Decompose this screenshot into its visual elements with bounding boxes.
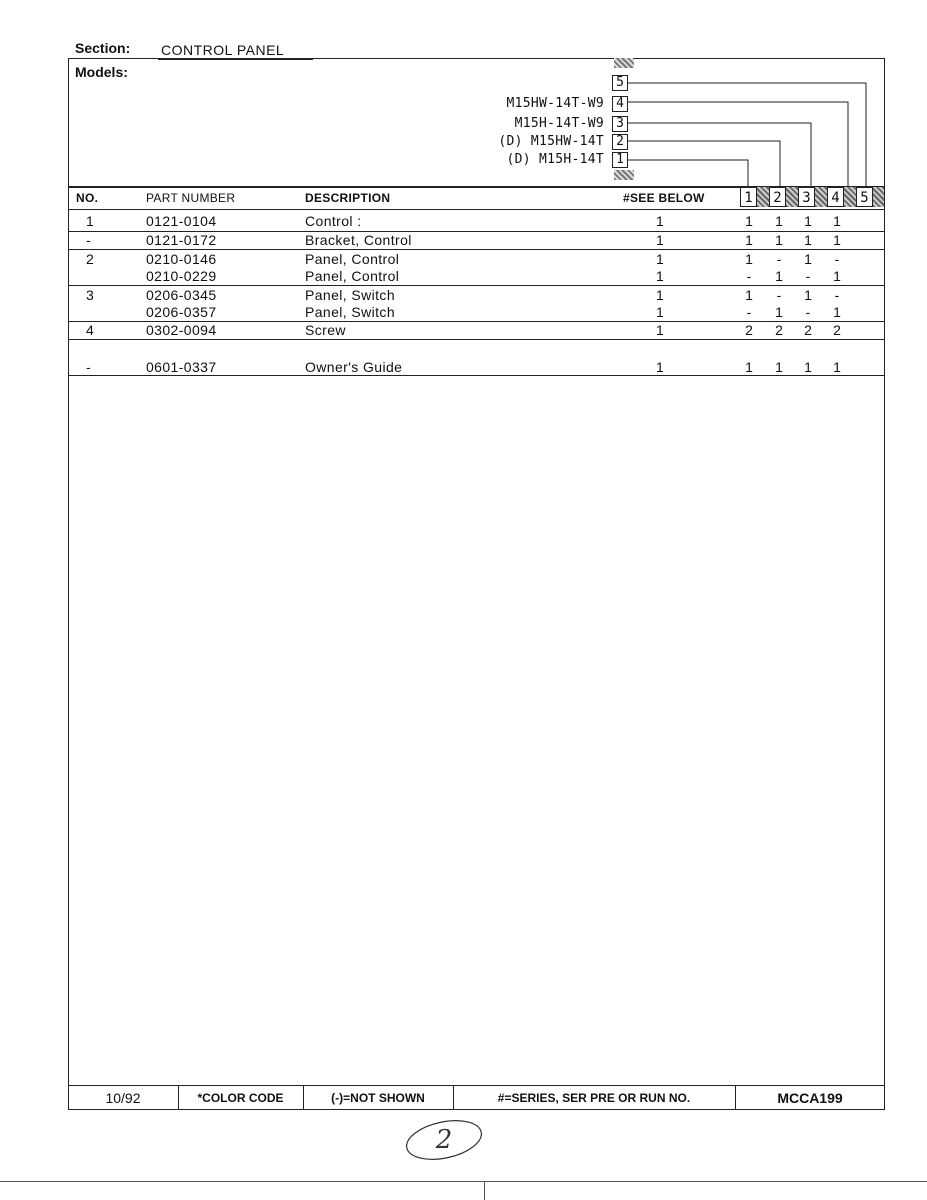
col-head-series: #SEE BELOW [623,191,705,205]
section-label: Section: [75,40,131,56]
col-head-no: NO. [76,191,99,205]
row-qty-model-1: 1 [745,287,753,303]
col-shading [815,187,827,207]
col-head-description: DESCRIPTION [305,191,391,205]
row-part-number: 0206-0345 [146,287,217,303]
table-row [68,359,885,376]
col-box-model-5: 5 [856,187,873,207]
table-row [68,268,885,285]
section-value: CONTROL PANEL [161,42,285,58]
model-box-5: 5 [612,75,628,91]
row-description: Bracket, Control [305,232,412,248]
row-qty-model-4: 2 [833,322,841,338]
row-description: Panel, Control [305,268,400,284]
model-box-3: 3 [612,116,628,132]
row-qty-model-3: 1 [804,213,812,229]
row-description: Panel, Switch [305,287,396,303]
row-no: 3 [86,287,94,303]
row-qty-model-4: 1 [833,232,841,248]
row-qty-model-3: 1 [804,251,812,267]
col-shading [757,187,769,207]
col-shading [873,187,884,207]
row-qty-model-2: 2 [775,322,783,338]
page-bottom-rule [0,1181,927,1182]
row-rule [68,249,885,250]
footer-not-shown: (-)=NOT SHOWN [331,1091,425,1105]
table-row [68,304,885,321]
footer-date: 10/92 [105,1090,141,1106]
row-qty-model-1: 1 [745,251,753,267]
model-name-1: (D) M15H-14T [506,152,604,167]
row-description: Owner's Guide [305,359,403,375]
model-name-3: M15H-14T-W9 [514,116,604,131]
row-qty-model-2: 1 [775,213,783,229]
row-qty-model-4: - [834,251,840,267]
row-qty-model-1: - [746,304,752,320]
row-qty-model-2: - [776,251,782,267]
model-name-2: (D) M15HW-14T [498,134,604,149]
row-qty-model-1: 1 [745,359,753,375]
model-box-4: 4 [612,96,628,112]
row-qty-model-1: 2 [745,322,753,338]
col-box-model-4: 4 [827,187,844,207]
row-qty-model-3: 2 [804,322,812,338]
row-description: Panel, Switch [305,304,396,320]
model-box-2: 2 [612,134,628,150]
stamp-number: 2 [435,1125,453,1155]
row-part-number: 0121-0172 [146,232,217,248]
footer-series-note: #=SERIES, SER PRE OR RUN NO. [497,1091,691,1105]
table-row [68,232,885,249]
row-description: Screw [305,322,346,338]
row-series: 1 [656,304,664,320]
col-head-part-number: PART NUMBER [146,191,236,205]
row-description: Panel, Control [305,251,400,267]
row-qty-model-4: - [834,287,840,303]
row-qty-model-3: 1 [804,232,812,248]
footer-doc-code: MCCA199 [777,1090,843,1106]
row-part-number: 0601-0337 [146,359,217,375]
row-qty-model-4: 1 [833,213,841,229]
row-series: 1 [656,213,664,229]
handwritten-page-stamp [402,1116,486,1162]
row-series: 1 [656,232,664,248]
row-no: 1 [86,213,94,229]
model-connector-lines [0,0,927,200]
row-part-number: 0121-0104 [146,213,217,229]
row-qty-model-3: 1 [804,359,812,375]
row-qty-model-2: 1 [775,359,783,375]
header-rule-bottom [68,209,885,210]
row-qty-model-1: 1 [745,232,753,248]
row-part-number: 0210-0146 [146,251,217,267]
row-part-number: 0206-0357 [146,304,217,320]
col-shading [786,187,798,207]
row-no: - [86,359,91,375]
row-qty-model-4: 1 [833,304,841,320]
row-description: Control : [305,213,362,229]
row-qty-model-2: 1 [775,268,783,284]
col-box-model-2: 2 [769,187,786,207]
table-row [68,251,885,268]
row-rule [68,285,885,286]
footer-color-code: *COLOR CODE [197,1091,284,1105]
row-qty-model-2: 1 [775,304,783,320]
row-qty-model-4: 1 [833,359,841,375]
row-series: 1 [656,251,664,267]
row-series: 1 [656,359,664,375]
row-no: - [86,232,91,248]
row-qty-model-1: 1 [745,213,753,229]
models-label: Models: [75,64,128,80]
row-part-number: 0302-0094 [146,322,217,338]
table-row [68,322,885,339]
col-box-model-3: 3 [798,187,815,207]
row-qty-model-3: - [805,304,811,320]
row-no: 4 [86,322,94,338]
page-bottom-tick [484,1181,485,1200]
model-box-1: 1 [612,152,628,168]
row-no: 2 [86,251,94,267]
row-rule [68,375,885,376]
row-qty-model-4: 1 [833,268,841,284]
row-qty-model-2: - [776,287,782,303]
model-name-4: M15HW-14T-W9 [506,96,604,111]
row-qty-model-3: 1 [804,287,812,303]
col-shading [844,187,856,207]
table-row [68,213,885,230]
row-series: 1 [656,287,664,303]
col-box-model-1: 1 [740,187,757,207]
row-qty-model-3: - [805,268,811,284]
row-series: 1 [656,268,664,284]
row-rule [68,339,885,340]
row-series: 1 [656,322,664,338]
row-part-number: 0210-0229 [146,268,217,284]
footer-legend [68,1085,885,1109]
row-qty-model-2: 1 [775,232,783,248]
row-qty-model-1: - [746,268,752,284]
table-row [68,287,885,304]
